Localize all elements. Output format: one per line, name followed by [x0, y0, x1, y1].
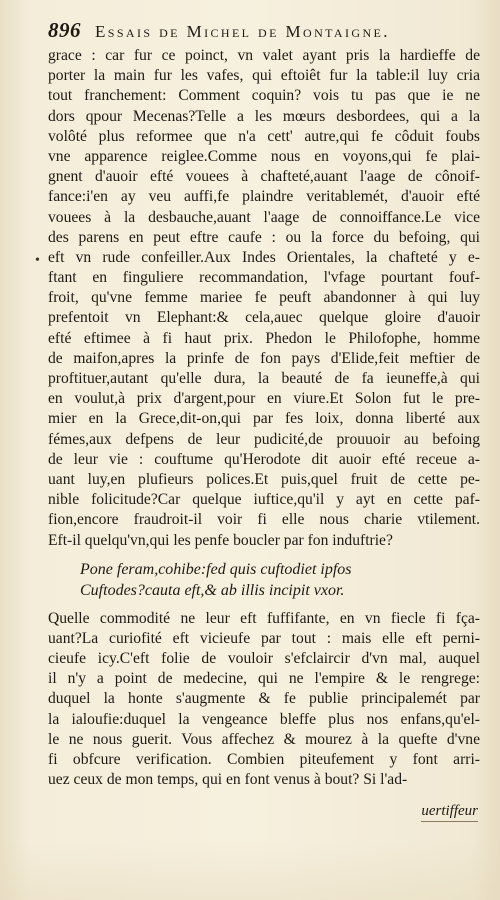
text-line: de leur vie : couftume qu'Herodote dit auoir efté receue a-	[48, 450, 480, 468]
text-line: proftituer,autant qu'elle dura, la beauté de fa ieuneffe,à qui	[48, 370, 480, 387]
text-line: froit, qu'vne femme mariee fe peuft abandonner à qui luy	[48, 289, 480, 307]
page-number: 896	[48, 18, 81, 42]
text-line: grace : car fur ce poinct, vn valet ayant pris la hardieffe de	[48, 47, 480, 64]
text-line: volôté plus reformee que n'a cett' autre,qui fe côduit foubs	[48, 127, 480, 145]
text-line: gnent d'auoir efté vouees à chafteté,auant l'aage de cônoif-	[48, 168, 480, 186]
running-title: Essais de Michel de Montaigne.	[95, 22, 390, 41]
text-line: nible folicitude?Car quelque iuftice,qu'il y ayt en cette paf-	[48, 491, 480, 509]
text-line: Cuftodes?cauta eft,& ab illis incipit vxor.	[80, 581, 345, 599]
page-edge-shading	[0, 840, 500, 900]
text-line: dors qpour Mecenas?Telle a les mœurs desbordees, qui a la	[48, 107, 480, 125]
text-line: Eft-il quelqu'vn,qui les penfe boucler par fon induftrie?	[48, 531, 393, 549]
text-line: il n'y a point de medecine, qui ne l'empire & le rengrege:	[48, 670, 480, 688]
text-line: efté eftimee à fi haut prix. Phedon le Philofophe, homme	[48, 329, 480, 347]
latin-quotation	[80, 559, 480, 601]
text-line: des parens en peut eftre caufe : ou la force du befoing, qui	[48, 228, 480, 246]
text-line: eft vn rude confeiller.Aux Indes Orientales, la chafteté y e-	[48, 248, 480, 266]
text-line: vouees à la desbauche,auant l'aage de connoiffance.Le vice	[48, 208, 480, 226]
text-line: Quelle commodité ne leur eft fuffifante, en vn fiecle fi fça-	[48, 609, 480, 627]
text-line: mier en la Grece,dit-on,qui par fes loix, donna liberté aux	[48, 410, 480, 428]
text-line: tout franchement: Comment coquin? vois tu pas que ie ne	[48, 87, 480, 105]
paragraph-2	[48, 609, 480, 791]
page-header	[48, 18, 468, 44]
text-line: cieufe icy.C'eft folie de vouloir s'efclaircir d'vn mal, auquel	[48, 650, 480, 668]
text-line: uant luy,en plufieurs polices.Et puis,quel fruit de cette pe-	[48, 470, 480, 488]
text-line: fi obfcure verification. Combien piteufement y font arri-	[48, 751, 480, 768]
text-line: uez ceux de mon temps, qui en font venus à bout? Si l'ad-	[48, 771, 408, 789]
catchword: uertiffeur	[421, 803, 478, 822]
text-line: duquel la honte s'augmente & fe publie principalemét par	[48, 690, 480, 708]
text-line: de maifon,apres la prinfe de fon pays d'Elide,feit meftier de	[48, 349, 480, 367]
text-line: le ne nous guerit. Vous affechez & mourez à la quefte d'vne	[48, 730, 480, 748]
text-line: vne apparence reiglee.Comme nous en voyons,qui fe plai-	[48, 147, 480, 165]
text-line: prefentoit vn Elephant:& cela,auec quelque gloire d'auoir	[48, 309, 480, 327]
text-line: ftant en finguliere recommandation, l'vfage pourtant fouf-	[48, 269, 480, 287]
margin-mark: •	[35, 253, 40, 268]
text-line: fance:i'en ay veu auffi,fe plaindre veritablemét, d'auoir efté	[48, 188, 480, 206]
text-block	[48, 46, 480, 790]
text-line: en voulut,à prix d'argent,pour en viure.Et Solon fut le pre-	[48, 390, 480, 408]
text-line: fion,encore fraudroit-il voir fi elle nous charie vtilement.	[48, 511, 480, 529]
text-line: uant?La curiofité eft vicieufe par tout : mais elle eft perni-	[48, 629, 480, 647]
paragraph-1	[48, 46, 480, 551]
text-line: porter la main fur les vafes, qui eftoiêt fur la table:il luy cria	[48, 67, 480, 85]
text-line: la ialoufie:duquel la vengeance bleffe plus nos enfans,qu'el-	[48, 710, 480, 728]
text-line: fémes,aux defpens de leur pudicité,de prouuoir au befoing	[48, 430, 480, 448]
text-line: Pone feram,cohibe:fed quis cuftodiet ipfos	[80, 560, 352, 578]
